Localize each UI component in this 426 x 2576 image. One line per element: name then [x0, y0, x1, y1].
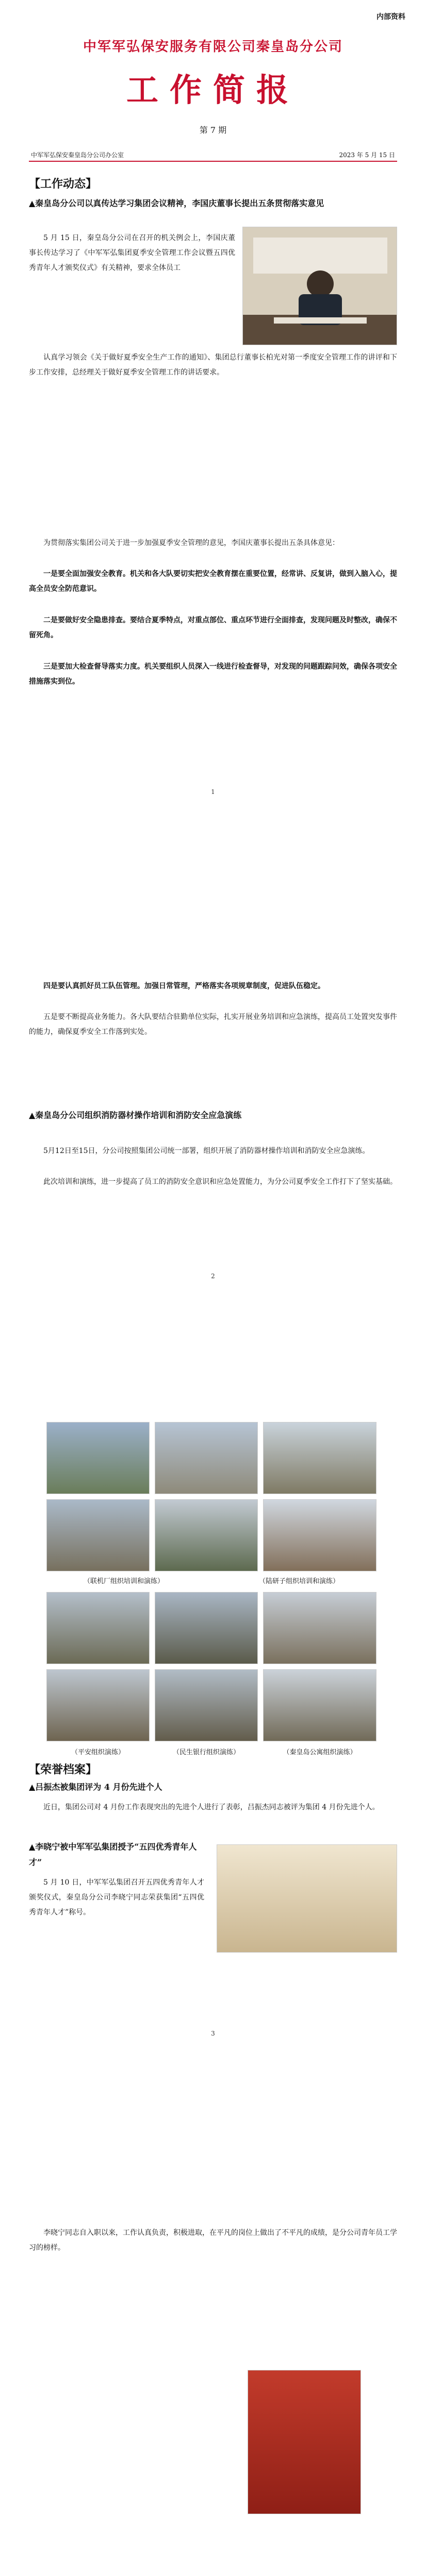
publisher: 中军军弘保安秦皇岛分公司办公室 [31, 151, 124, 159]
meeting-photo [242, 227, 397, 345]
certificate-photo [248, 2370, 361, 2514]
article1-para1a: 5 月 15 日，秦皇岛分公司在召开的机关例会上，李国庆董事长传达学习了《中军军弘集团夏季安全管理工作会议暨五四优秀青年人才颁奖仪式》有关精神，要求全体员工 [29, 234, 235, 272]
article2-para2: 此次培训和演练，进一步提高了员工的消防安全意识和应急处置能力，为分公司夏季安全工作打下了坚实基础。 [43, 1178, 397, 1186]
drill-photo [155, 1499, 258, 1571]
section-honor: 【荣誉档案】 [29, 1763, 97, 1776]
internal-tag: 内部资料 [376, 13, 405, 21]
drill-photo [263, 1592, 376, 1664]
page-number: 2 [211, 1273, 215, 1280]
drill-photo [263, 1669, 376, 1741]
drill-photo [155, 1422, 258, 1494]
article1-para1b: 认真学习领会《关于做好夏季安全生产工作的通知》、集团总行董事长柏光对第一季度安全管理工作的讲评和下步工作安排，总经理关于做好夏季安全管理工作的讲话要求。 [29, 353, 397, 377]
article1-title: ▲秦皇岛分公司以真传达学习集团会议精神，李国庆董事长提出五条贯彻落实意见 [29, 198, 324, 208]
meeting-illustration [243, 227, 397, 345]
issue-number: 第 7 期 [199, 125, 227, 135]
honor2-title: ▲李晓宁被中军军弘集团授予“五四优秀青年人才” [29, 1842, 197, 1867]
drill-photo [46, 1669, 150, 1741]
honor2-para2: 李晓宁同志自入职以来，工作认真负责，积极进取，在平凡的岗位上做出了不平凡的成绩，是分公司青年员工学习的榜样。 [29, 2229, 397, 2252]
header-rule [29, 161, 397, 162]
drill-photo [155, 1669, 258, 1741]
award-photo [217, 1844, 397, 1953]
page-number: 3 [211, 2030, 215, 2037]
drill-photo [46, 1499, 150, 1571]
honor1-title: ▲吕振杰被集团评为 4 月份先进个人 [29, 1782, 162, 1792]
drill-photo [46, 1422, 150, 1494]
page-number: 1 [211, 788, 215, 795]
drill-photo [263, 1499, 376, 1571]
photo-caption: （陆研子组织培训和演练） [258, 1578, 339, 1585]
article2-para1: 5月12日至15日，分公司按照集团公司统一部署，组织开展了消防器材操作培训和消防安全应急演练。 [43, 1147, 370, 1155]
photo-caption: （民生银行组织演练） [172, 1749, 240, 1756]
article2-title: ▲秦皇岛分公司组织消防器材操作培训和消防安全应急演练 [29, 1110, 242, 1120]
photo-caption: （秦皇岛公寓组织演练） [283, 1749, 357, 1756]
drill-photo [46, 1592, 150, 1664]
section-work: 【工作动态】 [29, 177, 97, 191]
article1-para7: 五是要不断提高业务能力。各大队要结合驻勤单位实际，扎实开展业务培训和应急演练，提高员工处置突发事件的能力，确保夏季安全工作落到实处。 [29, 1013, 397, 1036]
drill-photo [155, 1592, 258, 1664]
org-title: 中军军弘保安服务有限公司秦皇岛分公司 [83, 39, 343, 55]
article1-para3: 一是要全面加强安全教育。机关和各大队要切实把安全教育摆在重要位置，经常讲、反复讲，做到入脑入心，提高全员安全防范意识。 [29, 570, 397, 593]
honor1-para1: 近日，集团公司对 4 月份工作表现突出的先进个人进行了表彰，吕振杰同志被评为集团 4 月份先进个人。 [43, 1803, 380, 1811]
article1-para5: 三是要加大检查督导落实力度。机关要组织人员深入一线进行检查督导，对发现的问题跟踪问效，确保各项安全措施落实到位。 [29, 663, 397, 686]
main-title: 工作简报 [126, 71, 300, 109]
article1-para2: 为贯彻落实集团公司关于进一步加强夏季安全管理的意见，李国庆董事长提出五条具体意见： [43, 539, 339, 547]
photo-caption: （联机厂组织培训和演练） [83, 1578, 164, 1585]
photo-caption: （平安组织演练） [71, 1749, 125, 1756]
honor2-para1: 5 月 10 日，中军军弘集团召开五四优秀青年人才颁奖仪式，秦皇岛分公司李晓宁同志荣获集团“五四优秀青年人才”称号。 [29, 1878, 204, 1917]
article1-para4: 二是要做好安全隐患排查。要结合夏季特点，对重点部位、重点环节进行全面排查，发现问题及时整改，确保不留死角。 [29, 616, 397, 639]
publish-date: 2023 年 5 月 15 日 [339, 151, 395, 159]
article1-para6: 四是要认真抓好员工队伍管理。加强日常管理，严格落实各项规章制度，促进队伍稳定。 [43, 982, 325, 990]
drill-photo [263, 1422, 376, 1494]
